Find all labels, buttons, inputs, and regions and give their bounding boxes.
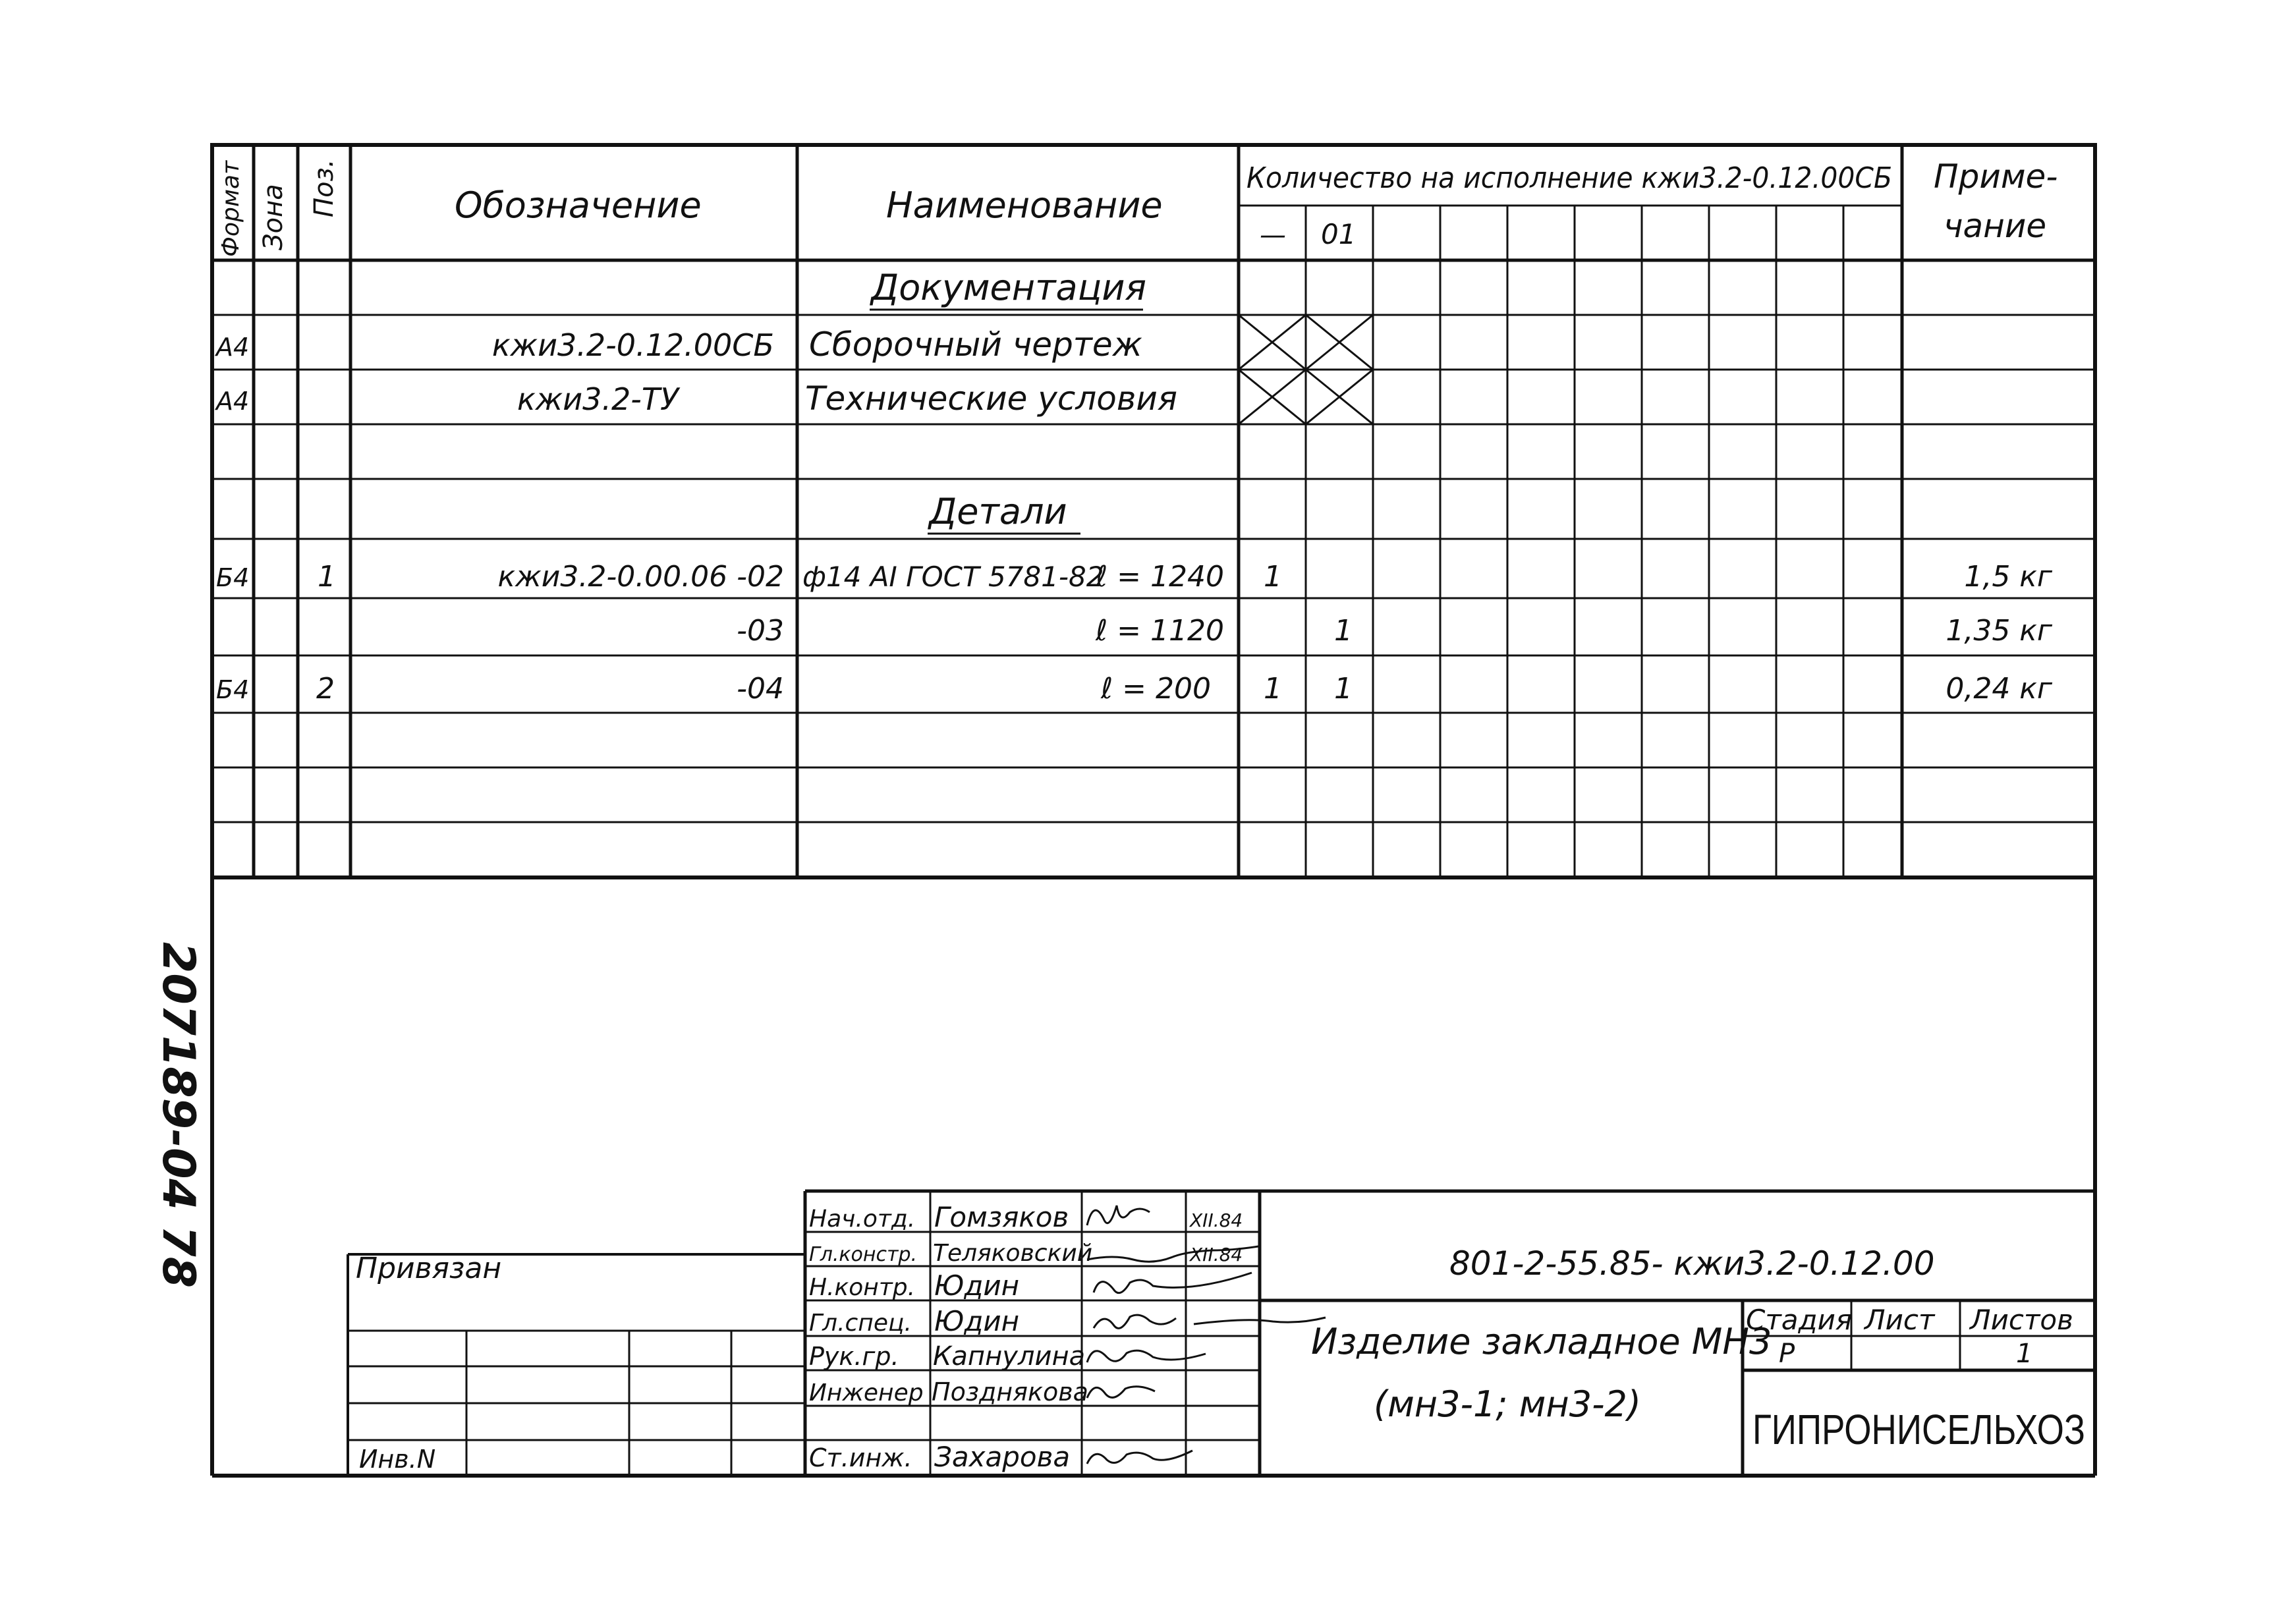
header-pos: Поз. — [309, 159, 339, 217]
section-details: Детали — [929, 491, 1067, 532]
header-designation: Обозначение — [455, 184, 702, 226]
document-code: 801-2-55.85- кжи3.2-0.12.00 — [1449, 1244, 1935, 1283]
row-note: 1,35 кг — [1946, 614, 2052, 648]
header-variant-dash: — — [1260, 220, 1286, 250]
organization-name: ГИПРОНИСЕЛЬХОЗ — [1752, 1406, 2085, 1453]
role-label: Гл.констр. — [809, 1243, 918, 1266]
row-pos: 1 — [318, 560, 336, 594]
header-note-1: Приме- — [1934, 157, 2058, 196]
person-name: Захарова — [934, 1441, 1071, 1473]
row-name: Сборочный чертеж — [809, 325, 1142, 364]
privyazan-block-lines — [348, 1254, 805, 1476]
table-row — [214, 379, 1177, 418]
person-name: Теляковский — [933, 1240, 1093, 1267]
row-qty-01: 1 — [1334, 672, 1353, 706]
row-length: ℓ = 1120 — [1096, 614, 1224, 648]
signature-mark — [1087, 1387, 1155, 1398]
header-format: Формат — [217, 160, 244, 257]
person-name: Юдин — [934, 1305, 1020, 1337]
row-length: ℓ = 200 — [1101, 672, 1211, 706]
stage-value: Р — [1779, 1339, 1795, 1369]
stage-label: Стадия — [1746, 1304, 1853, 1336]
row-format: Б4 — [216, 675, 250, 704]
row-format: А4 — [216, 387, 250, 416]
row-designation: кжи3.2-0.00.06 -02 — [497, 560, 784, 594]
sheets-value: 1 — [2016, 1339, 2033, 1369]
person-name: Гомзяков — [934, 1201, 1069, 1233]
row-designation: -04 — [737, 672, 784, 706]
row-pos: 2 — [316, 672, 335, 706]
row-name: Технические условия — [805, 379, 1177, 418]
row-length: ℓ = 1240 — [1096, 560, 1224, 594]
row-note: 0,24 кг — [1946, 672, 2052, 706]
role-label: Н.контр. — [809, 1274, 916, 1301]
person-name: Позднякова — [932, 1377, 1088, 1406]
role-label: Ст.инж. — [809, 1443, 912, 1472]
sheet-label: Лист — [1864, 1304, 1935, 1336]
header-quantity: Количество на исполнение кжи3.2-0.12.00СБ — [1246, 161, 1892, 195]
sheet-frame — [212, 877, 2095, 1476]
row-qty-01: 1 — [1334, 614, 1353, 648]
signature-mark — [1094, 1273, 1252, 1293]
table-row — [216, 672, 2053, 706]
product-title-line-1: Изделие закладное МН3 — [1311, 1321, 1772, 1362]
person-name: Юдин — [934, 1269, 1020, 1302]
table-row — [737, 614, 2053, 648]
row-note: 1,5 кг — [1964, 560, 2052, 594]
role-label: Нач.отд. — [809, 1206, 916, 1233]
table-row — [216, 560, 2053, 594]
signature-mark — [1087, 1350, 1206, 1362]
row-designation: -03 — [737, 614, 784, 648]
signature-mark — [1094, 1315, 1176, 1328]
section-documentation: Документация — [871, 267, 1146, 308]
header-note-2: чание — [1944, 207, 2047, 245]
role-label: Рук.гр. — [809, 1342, 899, 1371]
spec-table-lines — [212, 145, 2095, 877]
role-label: Гл.спец. — [809, 1310, 912, 1337]
header-variant-01: 01 — [1321, 218, 1357, 250]
row-format: Б4 — [216, 563, 250, 592]
header-zone: Зона — [258, 184, 289, 250]
row-designation: кжи3.2-ТУ — [517, 381, 679, 417]
inv-label: Инв.N — [359, 1445, 436, 1474]
role-label: Инженер — [809, 1379, 924, 1406]
table-row — [214, 325, 1142, 364]
privyazan-label: Привязан — [356, 1252, 502, 1285]
row-qty-dash: 1 — [1264, 560, 1282, 594]
signature-mark — [1087, 1206, 1150, 1225]
sign-date: XII.84 — [1190, 1209, 1243, 1231]
sheets-label: Листов — [1970, 1304, 2073, 1336]
sign-date: XII.84 — [1190, 1244, 1243, 1265]
row-qty-dash: 1 — [1264, 672, 1282, 706]
person-name: Капнулина — [933, 1341, 1086, 1372]
signature-mark — [1087, 1451, 1192, 1464]
header-name: Наименование — [886, 184, 1163, 226]
row-format: А4 — [216, 333, 250, 362]
row-name: ф14 АI ГОСТ 5781-82 — [802, 561, 1104, 593]
product-title-line-2: (мн3-1; мн3-2) — [1374, 1383, 1641, 1425]
row-designation: кжи3.2-0.12.00СБ — [491, 327, 774, 363]
side-archive-number: 207189-04 78 — [152, 942, 204, 1289]
